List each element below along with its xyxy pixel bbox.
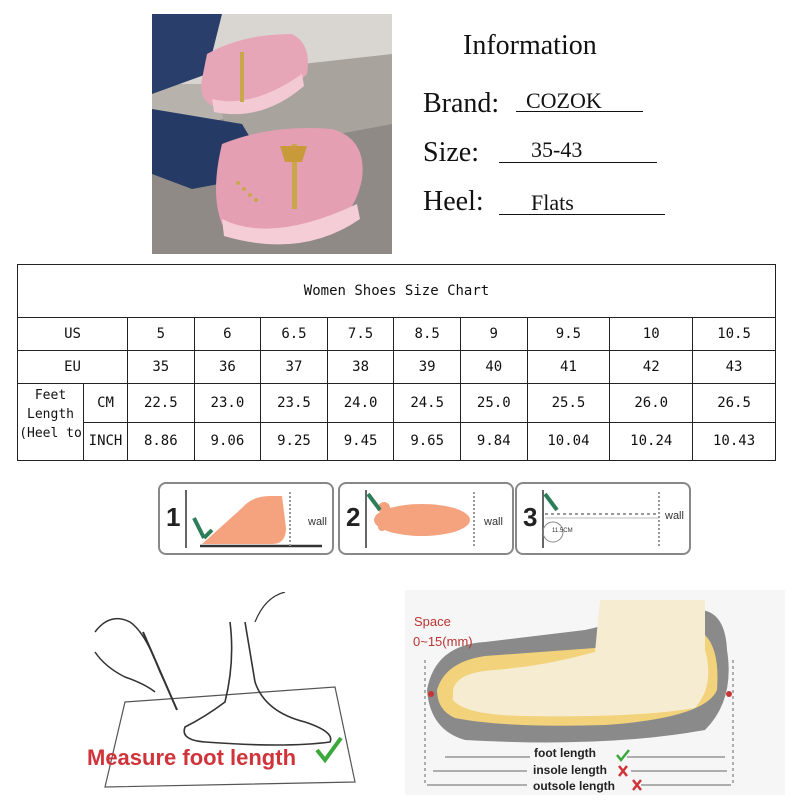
- step-1-panel: [158, 482, 334, 555]
- table-cell: 7.5: [327, 318, 394, 351]
- brand-value: COZOK: [516, 88, 643, 112]
- table-cell: 40: [460, 351, 527, 384]
- feet-length-text: Feet Length (Heel to: [19, 388, 82, 441]
- wall-label: wall: [308, 516, 327, 528]
- table-cell: 9.06: [194, 422, 261, 461]
- table-cell: 26.5: [693, 384, 776, 423]
- table-cell: 35: [128, 351, 195, 384]
- table-cell: 9: [460, 318, 527, 351]
- table-cell: 43: [693, 351, 776, 384]
- insole-length-label: insole length: [533, 763, 608, 777]
- table-cell: 23.0: [194, 384, 261, 423]
- table-cell: 8.5: [394, 318, 461, 351]
- table-cell: 39: [394, 351, 461, 384]
- table-cell: 10: [610, 318, 693, 351]
- row-label-eu: EU: [18, 351, 128, 384]
- step-number: 3: [523, 502, 538, 532]
- table-cell: 36: [194, 351, 261, 384]
- step-number: 2: [346, 502, 361, 532]
- table-cell: 9.65: [394, 422, 461, 461]
- size-value: 35-43: [499, 137, 657, 163]
- table-cell: 37: [261, 351, 328, 384]
- step-3-panel: [515, 482, 691, 555]
- step-number: 1: [166, 502, 181, 532]
- table-cell: 25.5: [527, 384, 610, 423]
- row-label-cm: CM: [84, 384, 128, 423]
- outsole-length-label: outsole length: [533, 779, 615, 793]
- heel-label: Heel:: [423, 186, 484, 217]
- size-label: Size:: [423, 137, 479, 168]
- info-title: Information: [463, 30, 597, 61]
- table-cell: 5: [128, 318, 195, 351]
- table-cell: 42: [610, 351, 693, 384]
- table-cell: 10.5: [693, 318, 776, 351]
- table-cell: 9.45: [327, 422, 394, 461]
- table-row-eu: [18, 351, 776, 384]
- measure-foot-length-label: Measure foot length: [87, 745, 297, 770]
- table-cell: 24.0: [327, 384, 394, 423]
- heel-value: Flats: [499, 190, 665, 215]
- table-row-cm: [18, 384, 776, 423]
- wall-label: wall: [484, 516, 503, 528]
- row-label-inch: INCH: [84, 422, 128, 461]
- space-range-label: 0~15(mm): [413, 634, 473, 649]
- row-label-us: US: [18, 318, 128, 351]
- table-cell: 24.5: [394, 384, 461, 423]
- table-cell: 38: [327, 351, 394, 384]
- size-chart-title: Women Shoes Size Chart: [18, 265, 776, 318]
- wall-label: wall: [665, 510, 684, 522]
- pink-sneaker-image: [152, 14, 392, 254]
- step-2-panel: [338, 482, 514, 555]
- table-row-inch: [18, 422, 776, 461]
- table-cell: 9.84: [460, 422, 527, 461]
- table-cell: 26.0: [610, 384, 693, 423]
- foot-length-label: foot length: [534, 746, 596, 760]
- table-cell: 9.25: [261, 422, 328, 461]
- row-label-feet-length: [18, 384, 84, 461]
- product-photo: [152, 14, 392, 254]
- table-cell: 10.24: [610, 422, 693, 461]
- table-cell: 10.43: [693, 422, 776, 461]
- table-cell: 22.5: [128, 384, 195, 423]
- table-cell: 23.5: [261, 384, 328, 423]
- measure-marker: 11.5CM: [552, 528, 573, 534]
- table-cell: 6: [194, 318, 261, 351]
- measuring-steps: [158, 482, 691, 555]
- table-cell: 25.0: [460, 384, 527, 423]
- size-chart-table: [17, 264, 776, 461]
- table-row-us: [18, 318, 776, 351]
- table-cell: 9.5: [527, 318, 610, 351]
- table-cell: 8.86: [128, 422, 195, 461]
- brand-label: Brand:: [423, 88, 500, 119]
- table-cell: 6.5: [261, 318, 328, 351]
- table-cell: 10.04: [527, 422, 610, 461]
- table-cell: 41: [527, 351, 610, 384]
- space-label: Space: [414, 614, 451, 629]
